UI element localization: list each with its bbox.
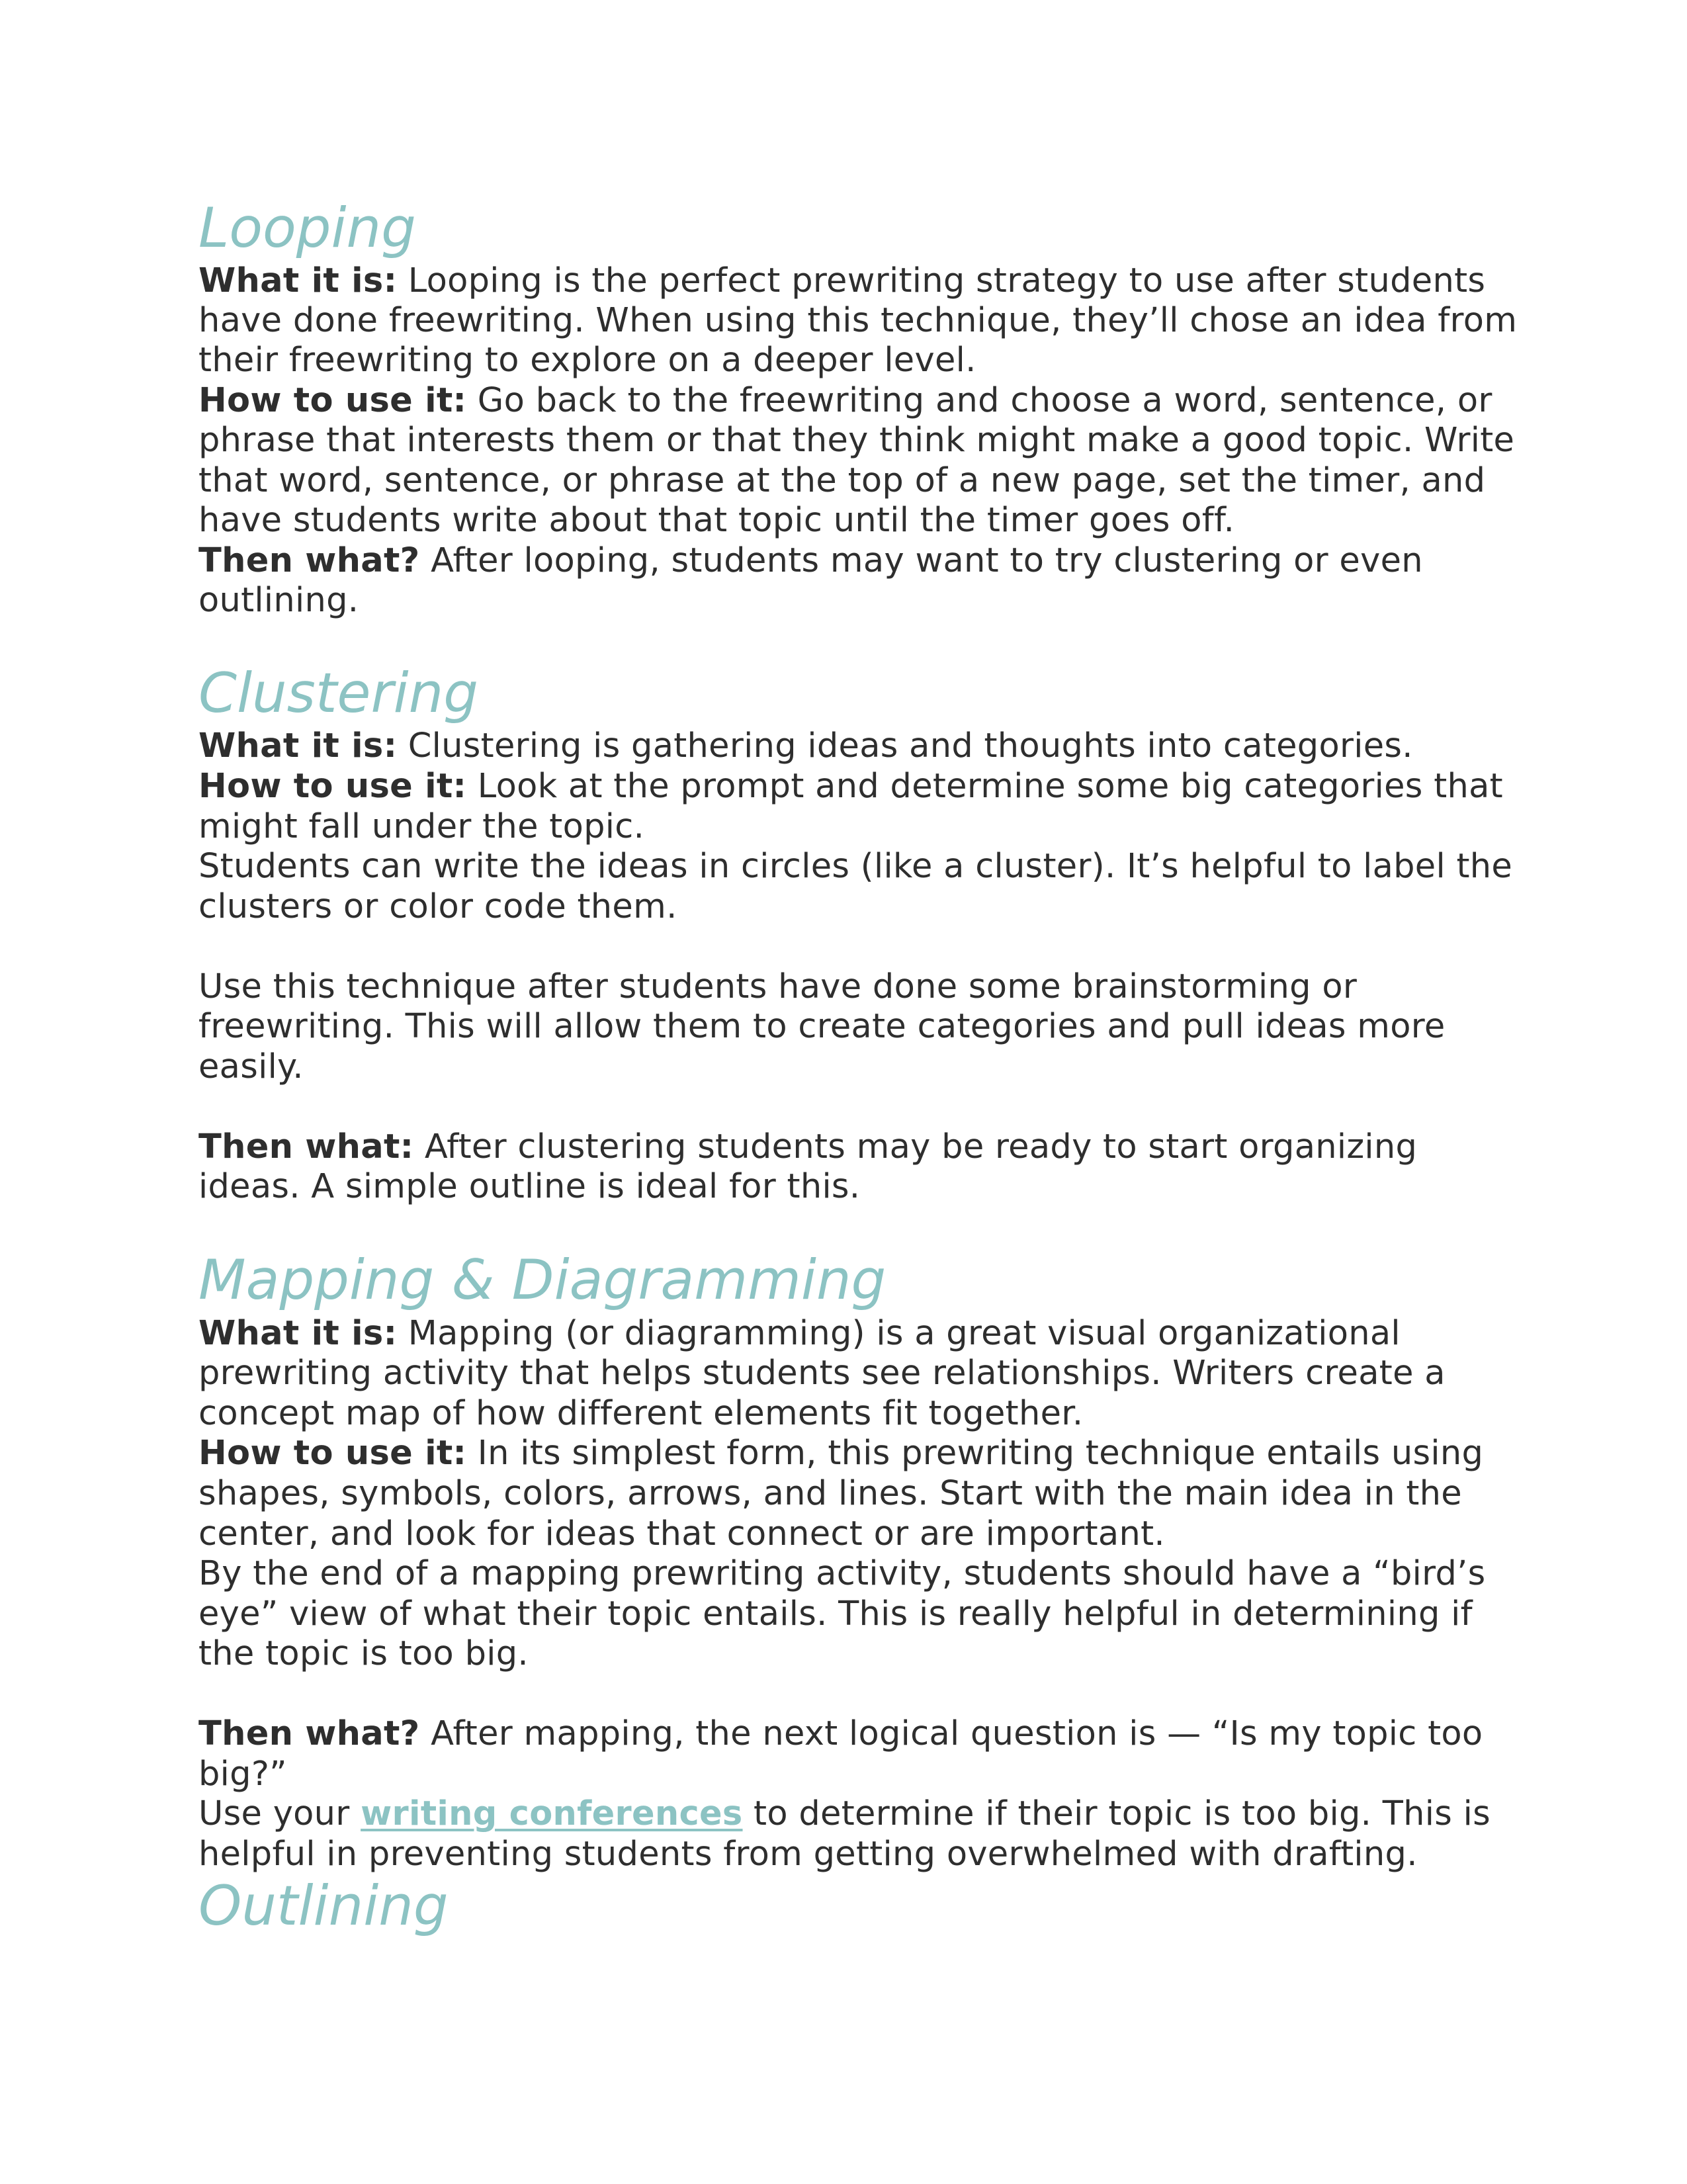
looping-how-line-4: have students write about that topic until the timer goes off.	[198, 501, 1235, 540]
mapping-how-line-2: shapes, symbols, colors, arrows, and lines. Start with the main idea in the	[198, 1474, 1462, 1513]
clustering-then-line-1	[198, 1127, 1417, 1167]
mapping-how-label: How to use it:	[198, 1434, 467, 1473]
mapping-how-line-3: center, and look for ideas that connect or are important.	[198, 1514, 1165, 1553]
heading-looping: Looping	[198, 196, 416, 260]
mapping-how-line-6: the topic is too big.	[198, 1634, 529, 1673]
mapping-what-line-3: concept map of how different elements fit together.	[198, 1394, 1084, 1433]
mapping-then-label: Then what?	[198, 1714, 420, 1753]
clustering-use-line-3: easily.	[198, 1047, 304, 1086]
mapping-how-text: In its simplest form, this prewriting technique entails using	[466, 1434, 1484, 1473]
clustering-what-line-1	[198, 726, 1413, 766]
clustering-use-line-2: freewriting. This will allow them to create categories and pull ideas more	[198, 1007, 1446, 1046]
looping-what-line-1	[198, 261, 1485, 301]
mapping-how-line-4: By the end of a mapping prewriting activity, students should have a “bird’s	[198, 1554, 1486, 1593]
mapping-what-label: What it is:	[198, 1314, 398, 1353]
looping-how-line-1	[198, 381, 1492, 421]
clustering-how-label: How to use it:	[198, 767, 467, 806]
mapping-then-line-2: big?”	[198, 1755, 287, 1794]
heading-mapping: Mapping & Diagramming	[198, 1248, 887, 1312]
looping-what-text: Looping is the perfect prewriting strategy to use after students	[397, 261, 1486, 300]
looping-then-label: Then what?	[198, 541, 420, 580]
clustering-how-text: Look at the prompt and determine some big categories that	[466, 767, 1503, 806]
mapping-then-text: After mapping, the next logical question is — “Is my topic too	[419, 1714, 1483, 1753]
heading-clustering: Clustering	[198, 661, 478, 725]
clustering-how-line-1	[198, 767, 1503, 807]
mapping-use-line-1	[198, 1794, 1491, 1834]
mapping-what-line-1	[198, 1314, 1401, 1354]
mapping-what-line-2: prewriting activity that helps students see relationships. Writers create a	[198, 1354, 1446, 1393]
looping-how-line-2: phrase that interests them or that they think might make a good topic. Write	[198, 421, 1515, 460]
heading-outlining: Outlining	[198, 1874, 449, 1938]
clustering-then-line-2: ideas. A simple outline is ideal for this.	[198, 1167, 861, 1206]
mapping-use-suffix: to determine if their topic is too big. This is	[742, 1794, 1491, 1833]
mapping-what-text: Mapping (or diagramming) is a great visual organizational	[397, 1314, 1401, 1353]
looping-what-label: What it is:	[198, 261, 398, 300]
writing-conferences-link[interactable]: writing conferences	[361, 1794, 743, 1833]
looping-then-line-2: outlining.	[198, 581, 359, 620]
clustering-what-text: Clustering is gathering ideas and thoughts into categories.	[397, 726, 1413, 765]
clustering-use-line-1: Use this technique after students have done some brainstorming or	[198, 967, 1358, 1006]
mapping-how-line-1	[198, 1434, 1483, 1473]
looping-how-line-3: that word, sentence, or phrase at the top of a new page, set the timer, and	[198, 461, 1486, 500]
clustering-how-line-3: Students can write the ideas in circles (like a cluster). It’s helpful to label the	[198, 847, 1513, 886]
clustering-how-line-4: clusters or color code them.	[198, 887, 677, 926]
clustering-then-label: Then what:	[198, 1127, 414, 1166]
looping-then-line-1	[198, 541, 1423, 581]
looping-how-text: Go back to the freewriting and choose a word, sentence, or	[466, 381, 1492, 420]
mapping-how-line-5: eye” view of what their topic entails. This is really helpful in determining if	[198, 1594, 1473, 1634]
mapping-then-line-1	[198, 1714, 1483, 1754]
mapping-use-line-2: helpful in preventing students from getting overwhelmed with drafting.	[198, 1835, 1418, 1874]
looping-then-text: After looping, students may want to try clustering or even	[419, 541, 1423, 580]
clustering-then-text: After clustering students may be ready to start organizing	[413, 1127, 1418, 1166]
looping-what-line-2: have done freewriting. When using this technique, they’ll chose an idea from	[198, 301, 1518, 340]
looping-how-label: How to use it:	[198, 381, 467, 420]
clustering-how-line-2: might fall under the topic.	[198, 807, 645, 846]
clustering-what-label: What it is:	[198, 726, 398, 765]
mapping-use-prefix: Use your	[198, 1794, 361, 1833]
looping-what-line-3: their freewriting to explore on a deeper level.	[198, 341, 976, 380]
